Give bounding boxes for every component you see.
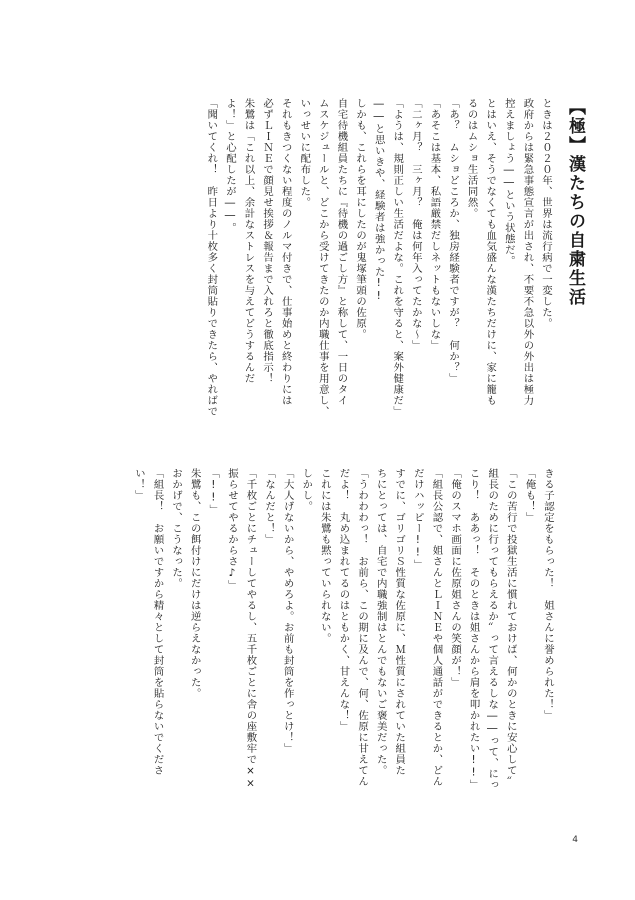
text-line: 「組長！ お願いですから精々として封筒を貼らないでくださ [151, 468, 164, 776]
text-line: ――と思いきや、経験者は強かった!! [372, 98, 385, 303]
text-line: ときは２０２０年、世界は流行病で一変した。 [540, 98, 552, 329]
text-line: とはいえ、そうでなくても血気盛んな漢たちだけに、家に籠も [484, 98, 497, 406]
text-line: 「なんだと！」 [263, 468, 276, 545]
text-line: 「組長公認で、姐さんとＬＩＮＥや個人通話ができるとか、どん [430, 468, 443, 787]
text-line: 「この苦行で投獄生活に慣れておけば、何かのときに安心して〟 [504, 468, 517, 787]
text-line: 「聞いてくれ！ 昨日より十枚多く封筒貼りできたら、やればで [205, 98, 218, 417]
text-line: るのはムショ生活同然。 [465, 98, 478, 219]
text-line: 「大人げないから、やめろよ。お前も封筒を作っとけ！」 [281, 468, 294, 754]
text-line: しかし。 [300, 468, 313, 512]
text-line: 「あそこは基本、私語厳禁だしネットもないしな」 [428, 98, 441, 351]
text-line: いっせいに配布した。 [298, 98, 311, 208]
text-line: 政府からは緊急事態宣言が出され、不要不急以外の外出は極力 [521, 98, 534, 406]
text-line: すでに、ゴリゴリＳ性質な佐原に、Ｍ性質にされていた組員た [393, 468, 406, 776]
text-line: 必ずＬＩＮＥで顔見せ挨拶＆報告まで入れろと徹底指示！ [261, 98, 274, 384]
text-line: よ！」と心配したが――。 [223, 98, 236, 234]
text-line: 「うわわわっ！ お前ら、この期に及んで、何、佐原に甘えてん [356, 468, 369, 787]
text-line: 「あ？ ムショどころか、独房経験者ですが？ 何か？」 [447, 98, 460, 384]
text-line: ムスケジュールと、どこから受けてきたのか内職仕事を用意し、 [316, 98, 329, 417]
text-line: 振らせてやるからさ♪」 [225, 468, 238, 591]
text-line: それもきつくない程度のノルマ付きで、仕事始めと終わりには [279, 98, 292, 406]
text-line: 控えましょう――という状態だ。 [502, 98, 515, 267]
text-line: 組長のために行ってもらえるか〟って言えるしな――って、にっ [486, 468, 499, 791]
text-block-bottom [129, 468, 557, 808]
text-line: だけハッピー!!」 [411, 468, 424, 571]
text-line: い！」 [132, 468, 145, 501]
text-line: しかも、これらを耳にしたのが鬼塚筆頭の佐原。 [354, 98, 367, 340]
page-number: 4 [572, 835, 578, 845]
text-line: 「千枚ごとにチューしてやるし、五千枚ごとに舎の座敷牢で×× [244, 468, 257, 791]
chapter-title: 【極】漢たちの自粛生活 [565, 98, 585, 307]
text-line: きる子認定をもらった！ 姐さんに誉められた！」 [542, 468, 554, 721]
text-line: 「俺も！」 [523, 468, 536, 523]
text-line: これには朱鷺も黙っていられない。 [318, 468, 331, 644]
text-line: 朱鷺は「これ以上、余計なストレスを与えてどうするんだ [242, 98, 255, 384]
text-line: だよ！ 丸め込まれてるのはともかく、甘えんな！」 [337, 468, 350, 732]
text-line: ちにとっては、自宅で内職強制はとんでもないご褒美だった。 [374, 468, 387, 776]
text-line: 自宅待機組員たちに『待機の過ごし方』と称して、一日のタイ [335, 98, 348, 406]
text-line: 朱鷺も、この餌付けにだけは逆らえなかった。 [188, 468, 201, 699]
text-line: 「ようは、規則正しい生活だよな。これを守ると、案外健康だ」 [391, 98, 404, 417]
text-line: 「!!」 [207, 468, 220, 516]
text-line: 「二ヶ月？ 三ヶ月？ 俺は何年入ってたかな～」 [409, 98, 422, 351]
text-line: こり！ ああっ！ そのときは姐さんから肩を叩かれたい!!」 [467, 468, 480, 791]
text-line: 「俺のスマホ画面に佐原姐さんの笑顔が！」 [449, 468, 462, 688]
text-line: おかげで、こうなった。 [170, 468, 183, 589]
text-block-top [202, 98, 555, 448]
